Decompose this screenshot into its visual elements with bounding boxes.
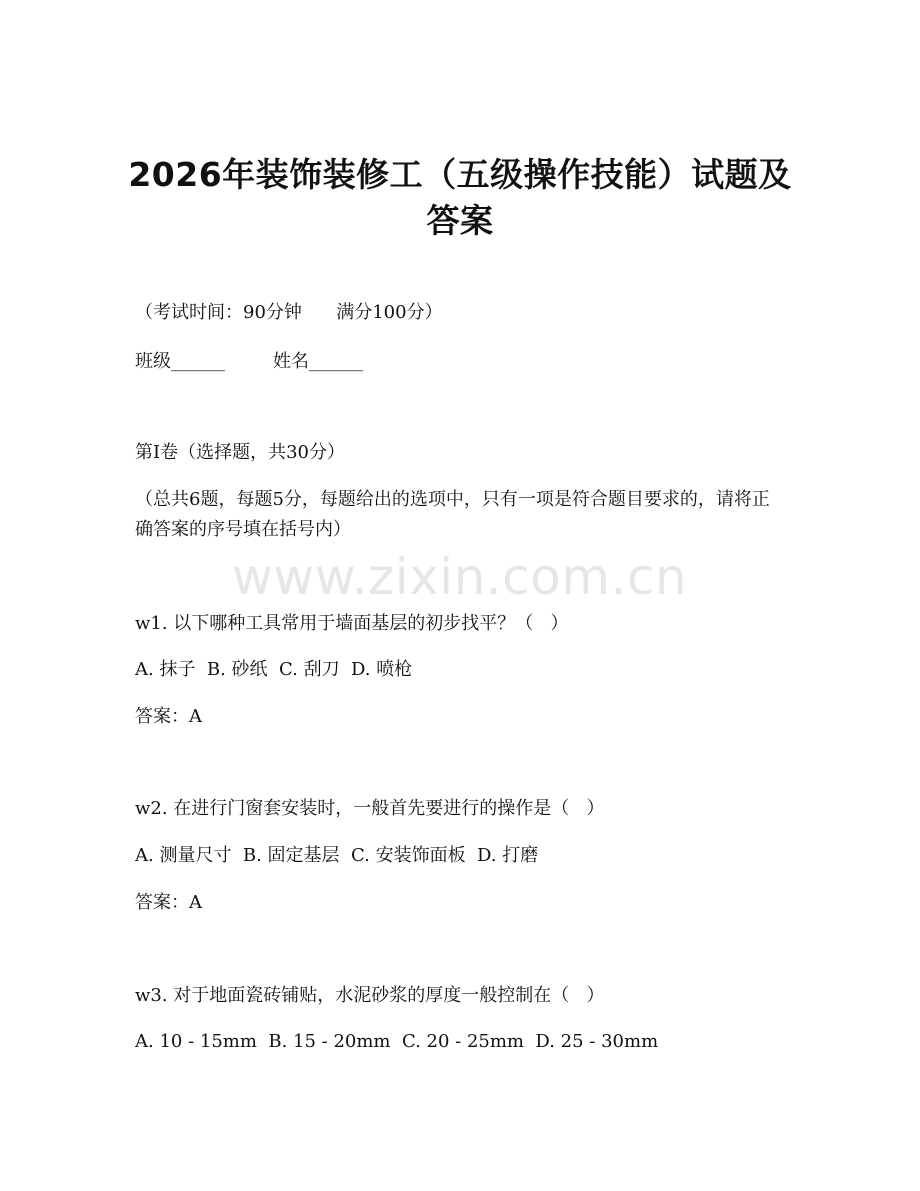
section-heading: 第I卷（选择题，共30分）	[135, 442, 346, 463]
exam-info: （考试时间：90分钟 满分100分）	[135, 302, 443, 323]
class-field-label: 班级______	[135, 351, 225, 372]
question-1-answer: 答案：A	[135, 706, 202, 727]
name-field-label: 姓名______	[273, 351, 363, 372]
watermark: www.zixin.com.cn	[232, 548, 688, 606]
question-2-answer: 答案：A	[135, 892, 202, 913]
question-2-stem: w2. 在进行门窗套安装时，一般首先要进行的操作是（ ）	[135, 798, 605, 819]
question-3-options: A. 10 - 15mm B. 15 - 20mm C. 20 - 25mm D. 25 - 30mm	[135, 1031, 659, 1052]
student-info-row	[135, 349, 363, 375]
section-instructions: （总共6题，每题5分，每题给出的选项中，只有一项是符合题目要求的，请将正确答案的序号填在括号内）	[135, 489, 770, 540]
question-3-stem: w3. 对于地面瓷砖铺贴，水泥砂浆的厚度一般控制在（ ）	[135, 985, 605, 1006]
question-2-options: A. 测量尺寸 B. 固定基层 C. 安装饰面板 D. 打磨	[135, 845, 539, 866]
question-1-options: A. 抹子 B. 砂纸 C. 刮刀 D. 喷枪	[135, 659, 413, 680]
page-title: 2026年装饰装修工（五级操作技能）试题及答案	[128, 155, 792, 240]
question-1-stem: w1. 以下哪种工具常用于墙面基层的初步找平？（ ）	[135, 613, 569, 634]
